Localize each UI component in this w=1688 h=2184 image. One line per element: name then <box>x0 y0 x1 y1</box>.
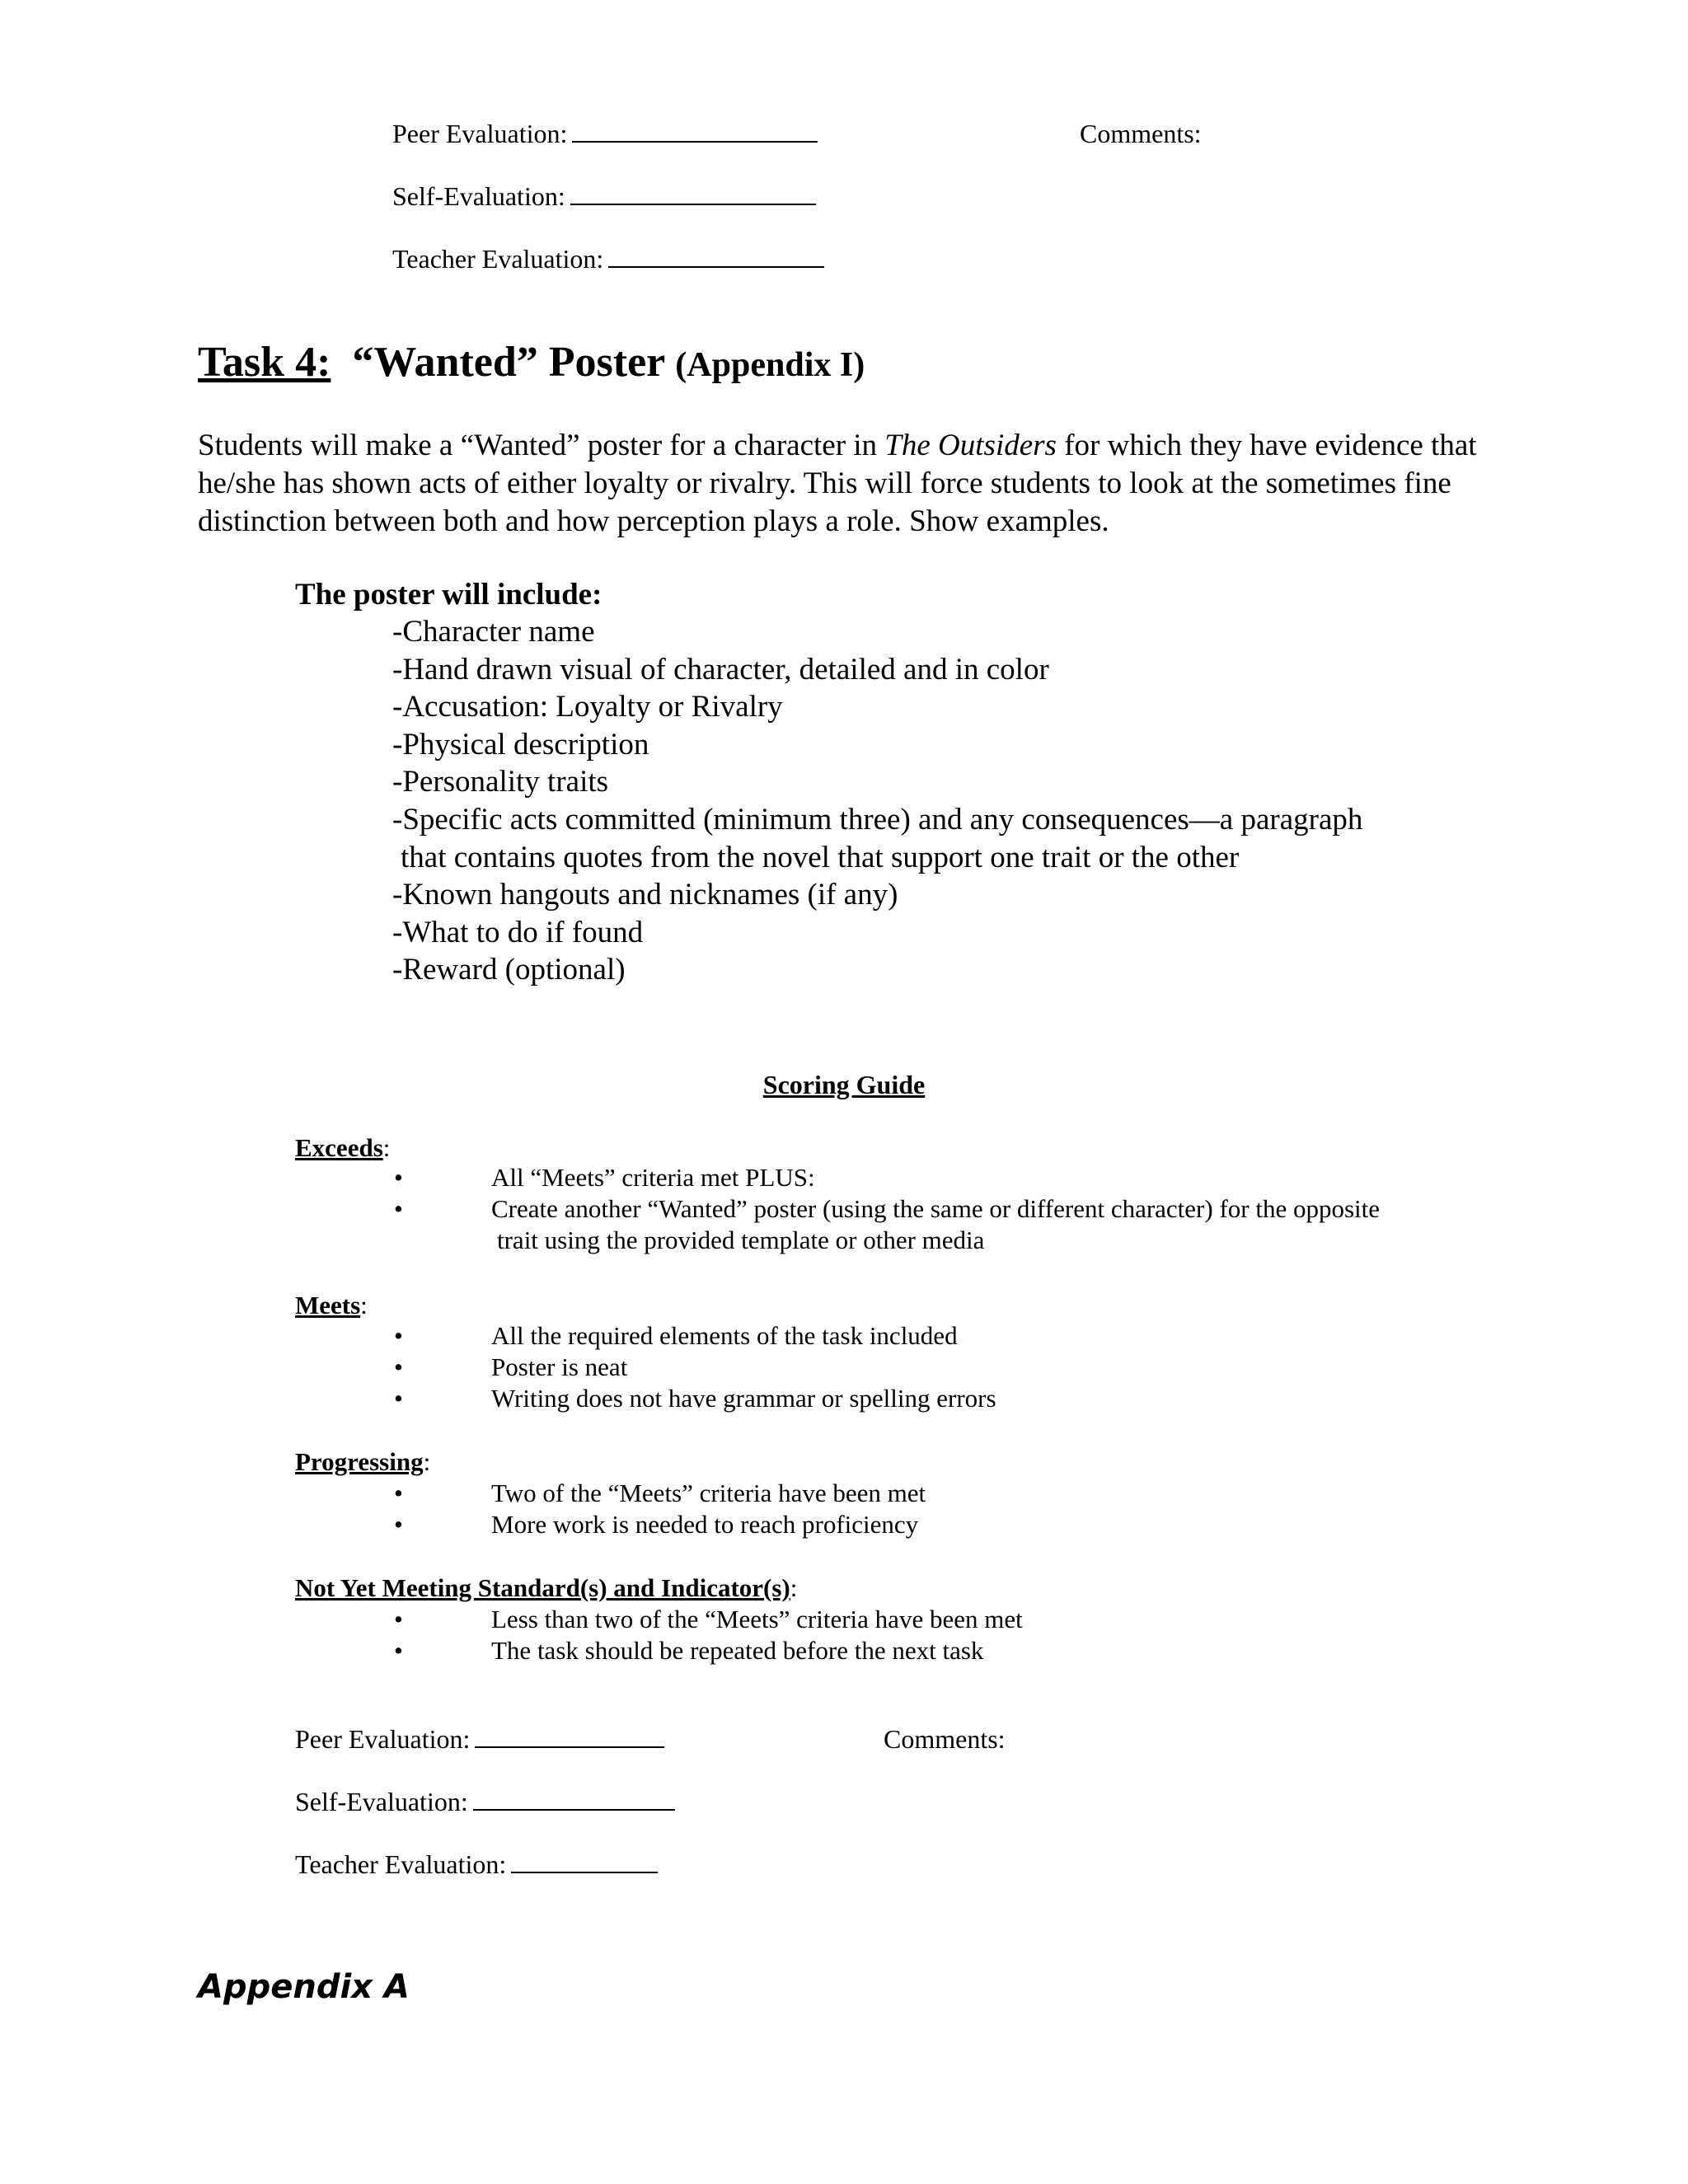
exceeds-label: Exceeds <box>295 1133 383 1162</box>
bullet-icon: • <box>394 1163 403 1192</box>
bullet-icon: • <box>394 1194 403 1223</box>
poster-item: -Specific acts committed (minimum three) and any consequences—a paragraph <box>392 802 1363 837</box>
top-comments-label: Comments: <box>1080 119 1202 148</box>
bottom-peer-evaluation <box>295 1724 664 1755</box>
top-teacher-evaluation <box>392 244 824 274</box>
meets-heading: Meets: <box>295 1291 368 1319</box>
task-name: “Wanted” Poster <box>352 339 665 386</box>
top-self-evaluation-label: Self-Evaluation: <box>392 181 565 211</box>
poster-item: -Character name <box>392 615 595 649</box>
bottom-self-evaluation <box>295 1787 675 1817</box>
poster-item: -Physical description <box>392 727 649 762</box>
top-teacher-evaluation-label: Teacher Evaluation: <box>392 244 604 274</box>
progressing-label: Progressing <box>295 1447 424 1476</box>
not-yet-label: Not Yet Meeting Standard(s) and Indicator(s) <box>295 1573 790 1602</box>
bullet-icon: • <box>394 1384 403 1413</box>
poster-item: -Known hangouts and nicknames (if any) <box>392 878 898 912</box>
progressing-heading: Progressing: <box>295 1447 431 1476</box>
poster-item: -What to do if found <box>392 915 644 949</box>
poster-item: -Accusation: Loyalty or Rivalry <box>392 690 783 724</box>
bullet-icon: • <box>394 1605 403 1633</box>
poster-item-list <box>392 613 1362 989</box>
top-teacher-evaluation-blank[interactable] <box>608 263 824 268</box>
top-peer-evaluation-label: Peer Evaluation: <box>392 119 568 148</box>
poster-item: -Hand drawn visual of character, detailed and in color <box>392 652 1049 687</box>
top-self-evaluation-blank[interactable] <box>570 200 816 205</box>
task-label: Task 4: <box>198 339 331 386</box>
task-title <box>198 338 865 387</box>
top-peer-evaluation <box>392 119 818 149</box>
scoring-guide-title: Scoring Guide <box>762 1070 926 1099</box>
poster-item-continuation: that contains quotes from the novel that support one trait or the other <box>401 840 1240 874</box>
bullet-icon: • <box>394 1321 403 1350</box>
poster-item: -Personality traits <box>392 765 609 799</box>
bottom-peer-evaluation-label: Peer Evaluation: <box>295 1724 471 1754</box>
intro-book-title: The Outsiders <box>884 429 1057 462</box>
bullet-icon: • <box>394 1352 403 1381</box>
top-self-evaluation <box>392 181 816 212</box>
task-appendix-ref: (Appendix I) <box>675 346 865 384</box>
bullet-icon: • <box>394 1510 403 1539</box>
bottom-peer-evaluation-blank[interactable] <box>475 1743 664 1748</box>
intro-paragraph <box>198 427 1517 541</box>
bottom-self-evaluation-label: Self-Evaluation: <box>295 1787 468 1816</box>
poster-item: -Reward (optional) <box>392 953 626 987</box>
meets-label: Meets <box>295 1291 361 1319</box>
bottom-teacher-evaluation-label: Teacher Evaluation: <box>295 1849 507 1879</box>
intro-text-after: for which they have evidence that he/she has shown acts of either loyalty or rivalry. This will force students to look at the sometimes fine distinction between both and how perception plays a role. Show examples. <box>198 429 1477 538</box>
appendix-footer: Appendix A <box>198 1968 410 2006</box>
top-peer-evaluation-blank[interactable] <box>572 138 818 143</box>
bottom-teacher-evaluation <box>295 1849 658 1880</box>
intro-text-before: Students will make a “Wanted” poster for a character in <box>198 429 885 462</box>
not-yet-heading: Not Yet Meeting Standard(s) and Indicator(s): <box>295 1573 798 1602</box>
bottom-comments-label: Comments: <box>884 1724 1006 1754</box>
exceeds-heading: Exceeds: <box>295 1133 391 1162</box>
bullet-icon: • <box>394 1479 403 1507</box>
bottom-teacher-evaluation-blank[interactable] <box>511 1868 658 1873</box>
poster-heading: The poster will include: <box>295 578 603 612</box>
bottom-self-evaluation-blank[interactable] <box>473 1806 675 1811</box>
bullet-icon: • <box>394 1636 403 1665</box>
